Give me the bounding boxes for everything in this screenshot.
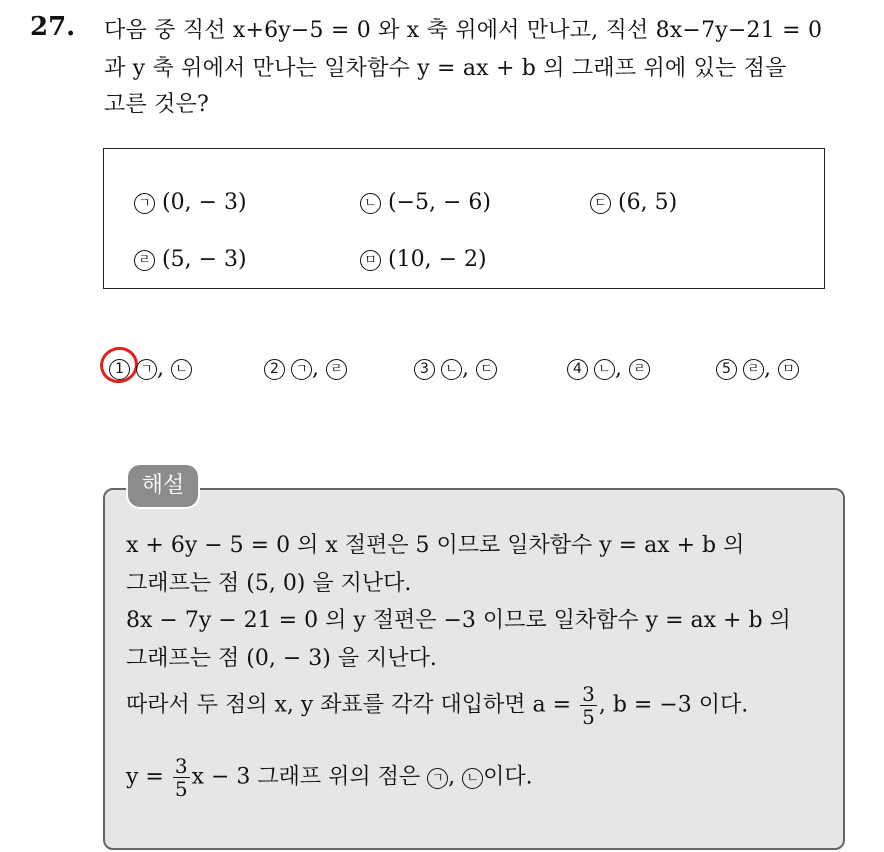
answer-marker-b: ㄴ <box>462 768 483 789</box>
explanation-line-5-text: 따라서 두 점의 x, y 좌표를 각각 대입하면 a = <box>126 692 572 718</box>
option-marker: ㄷ <box>590 193 611 214</box>
option-2 <box>360 190 491 215</box>
option-marker: ㅁ <box>360 250 381 271</box>
answer-number: 5 <box>716 359 737 380</box>
fraction-denominator: 5 <box>174 777 188 801</box>
explanation-line-4: 그래프는 점 (0, − 3) 을 지난다. <box>126 646 437 671</box>
answer-number: 3 <box>414 359 435 380</box>
answer-marker-b: ㄷ <box>476 359 497 380</box>
answer-choice-1[interactable]: 1 ㄱ , ㄴ <box>109 356 192 381</box>
answer-marker-b: ㄹ <box>629 359 650 380</box>
question-number: 27. <box>30 12 76 42</box>
explanation-line-1: x + 6y − 5 = 0 의 x 절편은 5 이므로 일차함수 y = ax + b 의 <box>126 533 745 558</box>
answer-choice-2[interactable]: 2 ㄱ , ㄹ <box>264 356 347 381</box>
explanation-line-6-mid: x − 3 그래프 위의 점은 <box>191 764 421 790</box>
option-value: (5, − 3) <box>162 247 247 272</box>
answer-choice-3[interactable]: 3 ㄴ , ㄷ <box>414 356 497 381</box>
option-3 <box>590 190 677 215</box>
option-4 <box>134 247 247 272</box>
explanation-line-3: 8x − 7y − 21 = 0 의 y 절편은 −3 이므로 일차함수 y = ax + b 의 <box>126 608 791 633</box>
explanation-line-5-tail: , b = −3 이다. <box>598 692 749 718</box>
answer-marker-b: ㅁ <box>778 359 799 380</box>
answer-marker-b: ㄹ <box>326 359 347 380</box>
answer-choice-4[interactable]: 4 ㄴ , ㄹ <box>567 356 650 381</box>
option-marker: ㄱ <box>134 193 155 214</box>
option-1 <box>134 190 247 215</box>
option-value: (10, − 2) <box>388 247 487 272</box>
option-5 <box>360 247 487 272</box>
answer-marker-b: ㄴ <box>171 359 192 380</box>
fraction-numerator: 3 <box>174 754 188 778</box>
explanation-line-5 <box>126 683 748 728</box>
answer-number: 4 <box>567 359 588 380</box>
answer-number: 2 <box>264 359 285 380</box>
option-value: (0, − 3) <box>162 190 247 215</box>
fraction-numerator: 3 <box>582 682 595 706</box>
answer-choice-5[interactable]: 5 ㄹ , ㅁ <box>716 356 799 381</box>
answer-marker-a: ㄴ <box>594 359 615 380</box>
option-marker: ㄴ <box>360 193 381 214</box>
explanation-line-6: y = $\frac{3}{5}$ x − 3 그래프 위의 점은 ㄱ , ㄴ 이다. <box>126 754 533 801</box>
option-value: (6, 5) <box>618 190 678 215</box>
explanation-tag: 해설 <box>128 465 198 507</box>
explanation-line-2: 그래프는 점 (5, 0) 을 지난다. <box>126 571 412 596</box>
answer-marker-a: ㄹ <box>743 359 764 380</box>
fraction <box>173 755 190 800</box>
question-line-1: 다음 중 직선 x+6y−5 = 0 와 x 축 위에서 만나고, 직선 8x−7y−21 = 0 <box>104 18 823 43</box>
explanation-line-6-end: 이다. <box>483 764 533 790</box>
option-value: (−5, − 6) <box>388 190 492 215</box>
answer-marker-a: ㄴ <box>441 359 462 380</box>
answer-marker-a: ㄱ <box>427 768 448 789</box>
question-line-3: 고른 것은? <box>104 92 209 117</box>
fraction-denominator: 5 <box>582 705 595 729</box>
option-marker: ㄹ <box>134 250 155 271</box>
answer-number: 1 <box>109 359 130 380</box>
fraction <box>580 683 597 728</box>
answer-marker-a: ㄱ <box>291 359 312 380</box>
question-line-2: 과 y 축 위에서 만나는 일차함수 y = ax + b 의 그래프 위에 있는 점을 <box>104 56 787 81</box>
answer-marker-a: ㄱ <box>136 359 157 380</box>
explanation-line-6-text: y = <box>126 764 164 790</box>
